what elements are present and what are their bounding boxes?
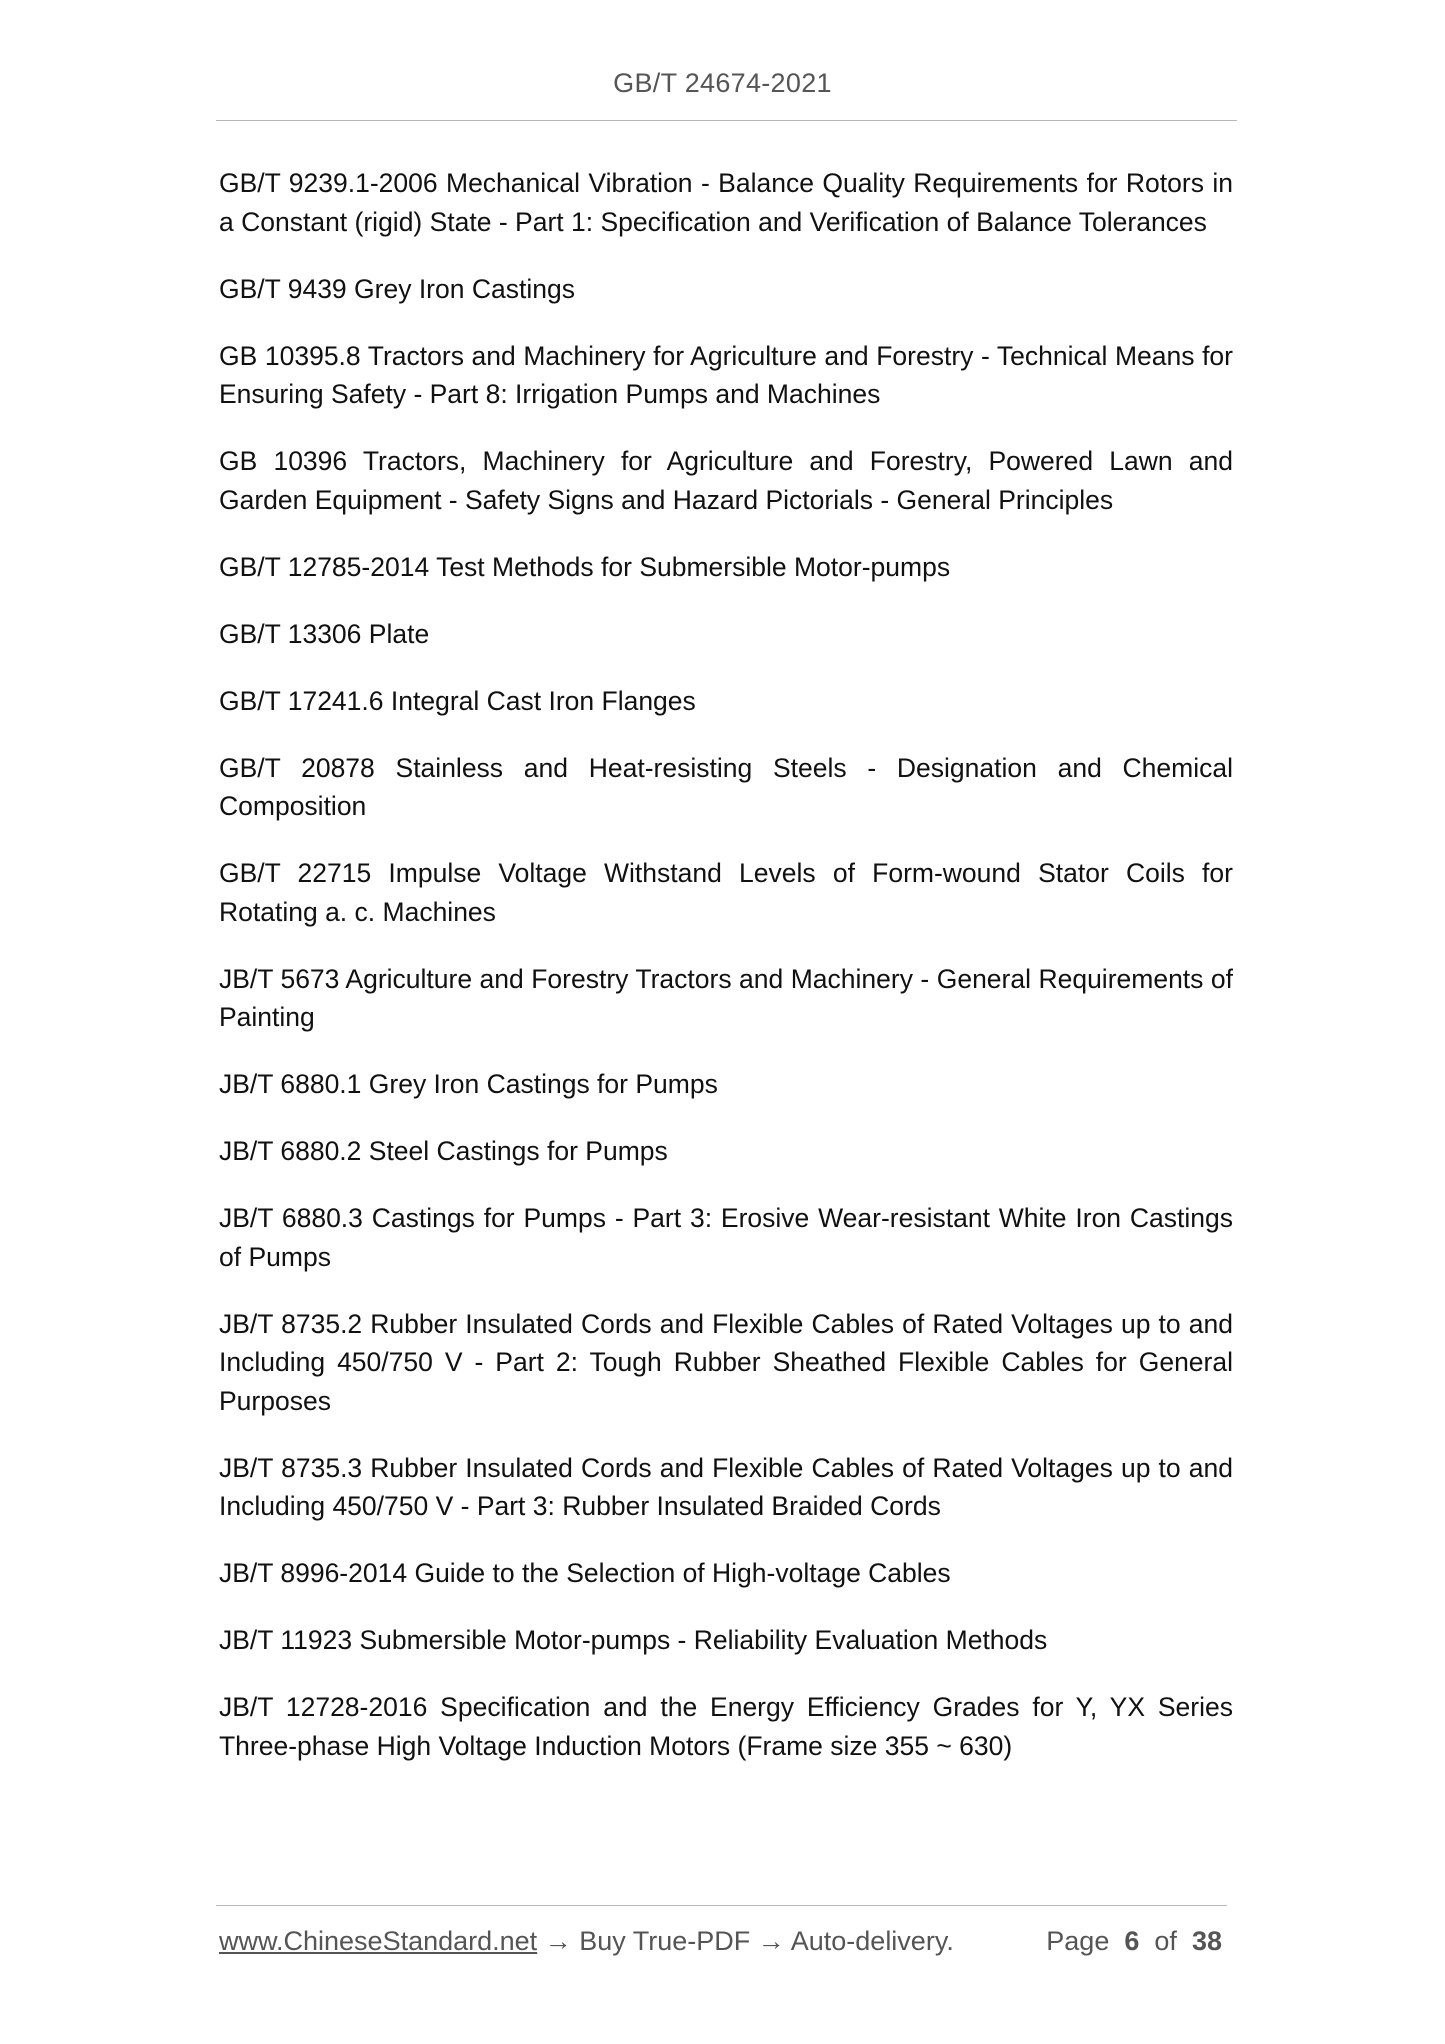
reference-item: GB 10396 Tractors, Machinery for Agriculture and Forestry, Powered Lawn and Garden Equipment - Safety Signs and Hazard Pictorials - General Principles bbox=[219, 446, 1233, 515]
page-current: 6 bbox=[1124, 1926, 1140, 1956]
reference-item: JB/T 8996-2014 Guide to the Selection of High-voltage Cables bbox=[219, 1558, 951, 1588]
page-number bbox=[1046, 1926, 1222, 1957]
reference-item: JB/T 12728-2016 Specification and the Energy Efficiency Grades for Y, YX Series Three-phase High Voltage Induction Motors (Frame size 355 ~ 630) bbox=[219, 1692, 1233, 1761]
header-divider bbox=[216, 120, 1237, 121]
reference-item: JB/T 8735.3 Rubber Insulated Cords and Flexible Cables of Rated Voltages up to and Including 450/750 V - Part 3: Rubber Insulated Braided Cords bbox=[219, 1452, 1233, 1521]
reference-item: JB/T 6880.1 Grey Iron Castings for Pumps bbox=[219, 1069, 718, 1099]
page-total: 38 bbox=[1191, 1926, 1222, 1956]
reference-item: GB/T 12785-2014 Test Methods for Submersible Motor-pumps bbox=[219, 551, 951, 582]
reference-item: JB/T 11923 Submersible Motor-pumps - Reliability Evaluation Methods bbox=[219, 1625, 1048, 1655]
footer-promo bbox=[219, 1926, 954, 1957]
reference-item: JB/T 8735.2 Rubber Insulated Cords and Flexible Cables of Rated Voltages up to and Including 450/750 V - Part 2: Tough Rubber Sheathed Flexible Cables for General Purposes bbox=[219, 1308, 1233, 1416]
website-link[interactable]: www.ChineseStandard.net bbox=[219, 1926, 538, 1956]
reference-item: GB/T 20878 Stainless and Heat-resisting Steels - Designation and Chemical Composition bbox=[219, 752, 1233, 821]
reference-item: GB/T 9439 Grey Iron Castings bbox=[219, 273, 575, 304]
footer-divider bbox=[216, 1905, 1227, 1906]
reference-item: GB/T 22715 Impulse Voltage Withstand Levels of Form-wound Stator Coils for Rotating a. c. Machines bbox=[219, 858, 1233, 927]
reference-item: GB/T 13306 Plate bbox=[219, 618, 430, 649]
reference-item: JB/T 6880.2 Steel Castings for Pumps bbox=[219, 1136, 668, 1166]
reference-item: GB/T 17241.6 Integral Cast Iron Flanges bbox=[219, 685, 696, 716]
page-label: Page bbox=[1046, 1926, 1110, 1956]
page-header-title: GB/T 24674-2021 bbox=[613, 68, 832, 98]
reference-item: JB/T 6880.3 Castings for Pumps - Part 3: Erosive Wear-resistant White Iron Castings of Pumps bbox=[219, 1203, 1233, 1272]
document-body bbox=[219, 164, 1233, 1794]
reference-item: GB 10395.8 Tractors and Machinery for Agriculture and Forestry - Technical Means for Ensuring Safety - Part 8: Irrigation Pumps and Machines bbox=[219, 340, 1233, 409]
page-of-label: of bbox=[1154, 1926, 1177, 1956]
footer-tagline: → Buy True-PDF → Auto-delivery. bbox=[537, 1926, 954, 1956]
normative-references-list bbox=[219, 164, 1233, 1765]
reference-item: JB/T 5673 Agriculture and Forestry Tractors and Machinery - General Requirements of Painting bbox=[219, 963, 1233, 1032]
reference-item: GB/T 9239.1-2006 Mechanical Vibration - Balance Quality Requirements for Rotors in a Constant (rigid) State - Part 1: Specification and Verification of Balance Tolerances bbox=[219, 168, 1233, 237]
